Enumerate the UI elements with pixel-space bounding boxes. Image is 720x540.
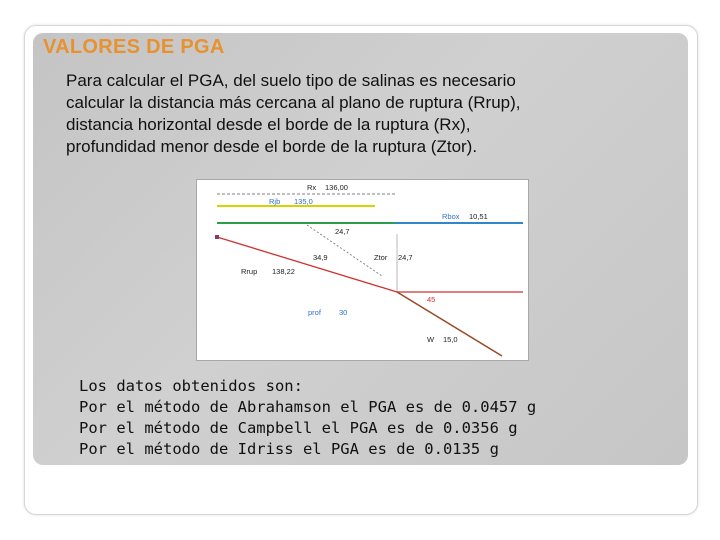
intro-line: distancia horizontal desde el borde de la ruptura (Rx), (66, 115, 471, 134)
rx-label: Rx (307, 183, 317, 192)
slide-title: VALORES DE PGA (43, 36, 225, 58)
rjb-value: 135,0 (294, 197, 313, 206)
rrup-line (217, 237, 397, 292)
results-line: Por el método de Abrahamson el PGA es de 0.0457 g (79, 398, 537, 416)
results-block (79, 376, 536, 460)
intro-line: profundidad menor desde el borde de la ruptura (Ztor). (66, 137, 478, 156)
angle-24-7-label: 24,7 (335, 227, 350, 236)
w-value: 15,0 (443, 335, 458, 344)
geometry-diagram (196, 179, 529, 361)
prof-value: 30 (339, 308, 348, 317)
rbox-value: 10,51 (469, 212, 488, 221)
rrup-label: Rrup (241, 267, 258, 276)
angle-45-label: 45 (427, 295, 436, 304)
fault-plane-line (397, 292, 502, 356)
site-point-marker (215, 235, 219, 239)
rbox-label: Rbox (442, 212, 460, 221)
rjb-label: Rjb (269, 197, 281, 206)
intro-line: Para calcular el PGA, del suelo tipo de salinas es necesario (66, 71, 516, 90)
ztor-value: 24,7 (398, 253, 413, 262)
results-line: Por el método de Idriss el PGA es de 0.0135 g (79, 440, 499, 458)
intro-paragraph (66, 70, 656, 158)
geometry-diagram-svg (197, 180, 528, 360)
rx-value: 136,00 (325, 183, 348, 192)
w-label: W (427, 335, 435, 344)
results-line: Por el método de Campbell el PGA es de 0.0356 g (79, 419, 518, 437)
results-line: Los datos obtenidos son: (79, 377, 303, 395)
prof-label: prof (308, 308, 321, 317)
rrup-value: 138,22 (272, 267, 295, 276)
angle-34-9-label: 34,9 (313, 253, 328, 262)
intro-line: calcular la distancia más cercana al plano de ruptura (Rrup), (66, 93, 521, 112)
ztor-label: Ztor (374, 253, 388, 262)
